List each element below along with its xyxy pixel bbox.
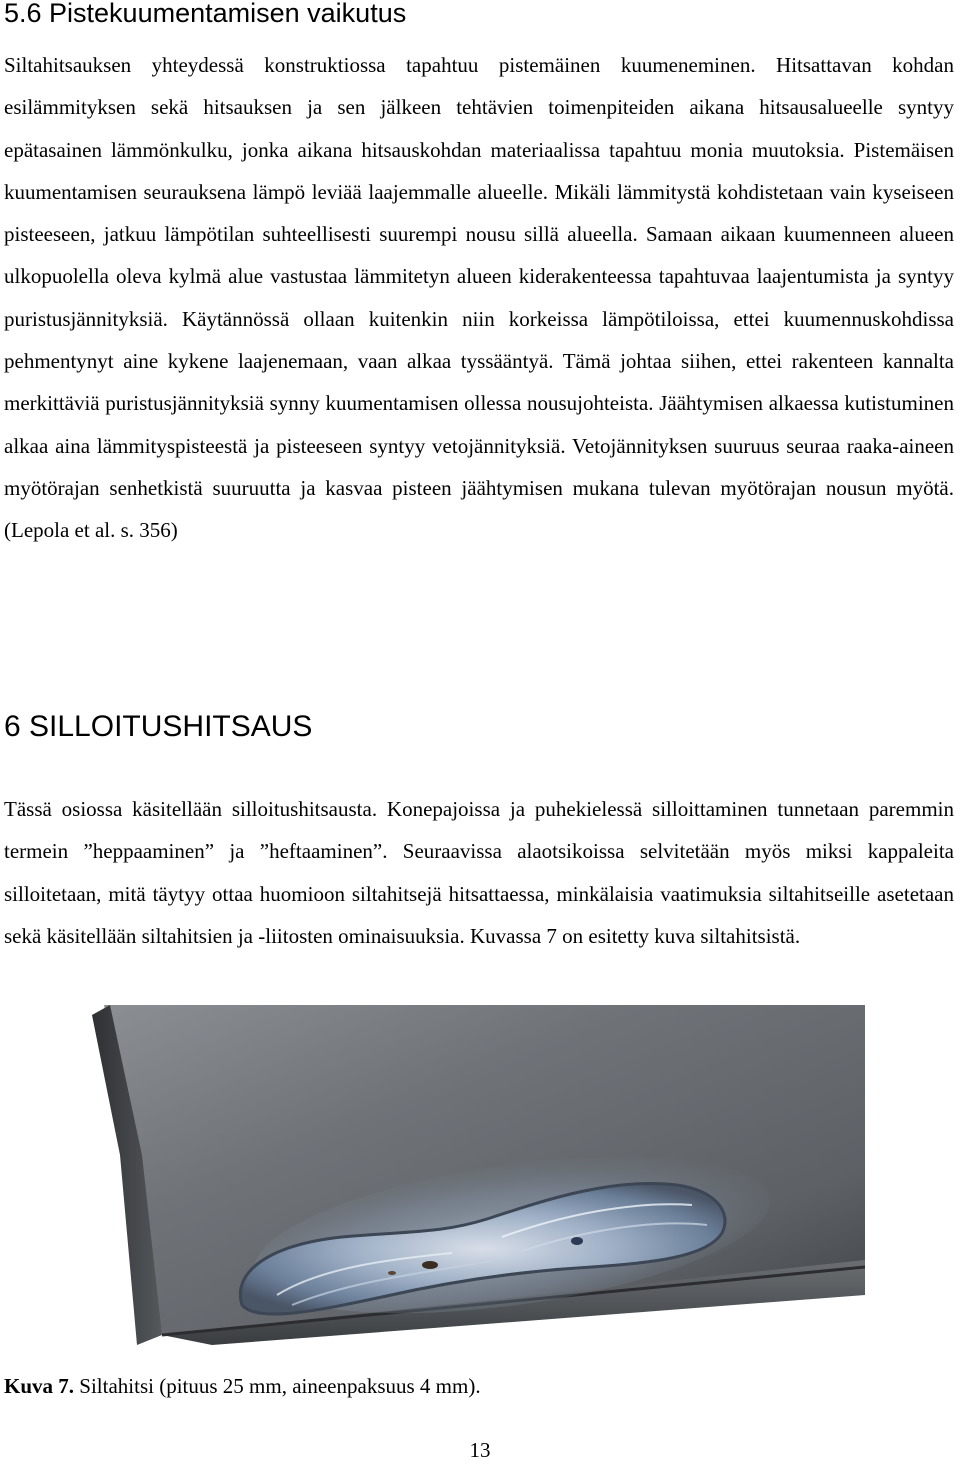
section-5-6-paragraph: Siltahitsauksen yhteydessä konstruktiossa tapahtuu pistemäinen kuumeneminen. Hitsattavan kohdan esilämmityksen sekä hitsauksen ja sen jälkeen tehtävien toimenpiteiden aikana hitsausalueelle syntyy epätasainen lämmönkulku, jonka aikana hitsauskohdan materiaalissa tapahtuu monia muutoksia. Pistemäisen kuumentamisen seurauksena lämpö leviää laajemmalle alueelle. Mikäli lämmitystä kohdistetaan vain kyseiseen pisteeseen, jatkuu lämpötilan suhteellisesti suurempi nousu sillä alueella. Samaan aikaan kuumenneen alueen ulkopuolella oleva kylmä alue vastustaa lämmitetyn alueen kiderakenteessa tapahtuvaa laajentumista ja syntyy puristusjännityksiä. Käytännössä ollaan kuitenkin niin korkeissa lämpötiloissa, ettei kuumennuskohdissa pehmentynyt aine kykene laajenemaan, vaan alkaa tyssääntyä. Tämä johtaa siihen, ettei rakenteen kannalta merkittäviä puristusjännityksiä synny kuumentamisen ollessa nousujohteista. Jäähtymisen alkaessa kutistuminen alkaa aina lämmityspisteestä ja pisteeseen syntyy vetojännityksiä. Vetojännityksen suuruus seuraa raaka-aineen myötörajan senhetkistä suuruutta ja kasvaa pisteen jäähtymisen mukana tulevan myötörajan nousun myötä. (Lepola et al. s. 356): [4, 53, 954, 543]
section-heading-6: 6 SILLOITUSHITSAUS: [4, 710, 313, 743]
figure-caption: [4, 1372, 481, 1400]
figure-caption-text: Siltahitsi (pituus 25 mm, aineenpaksuus 4 mm).: [74, 1374, 481, 1398]
section-6-paragraph: Tässä osiossa käsitellään silloitushitsausta. Konepajoissa ja puhekielessä silloittaminen tunnetaan paremmin termein ”heppaaminen” ja ”heftaaminen”. Seuraavissa alaotsikoissa selvitetään myös miksi kappaleita silloitetaan, mitä täytyy ottaa huomioon siltahitsejä hitsattaessa, minkälaisia vaatimuksia siltahitseille asetetaan sekä käsitellään siltahitsien ja -liitosten ominaisuuksia. Kuvassa 7 on esitetty kuva siltahitsistä.: [4, 797, 954, 948]
tack-weld-photo: [92, 1005, 865, 1345]
page-number: 13: [469, 1438, 491, 1462]
section-heading-5-6: 5.6 Pistekuumentamisen vaikutus: [4, 0, 407, 28]
figure-caption-label: Kuva 7.: [4, 1374, 75, 1398]
